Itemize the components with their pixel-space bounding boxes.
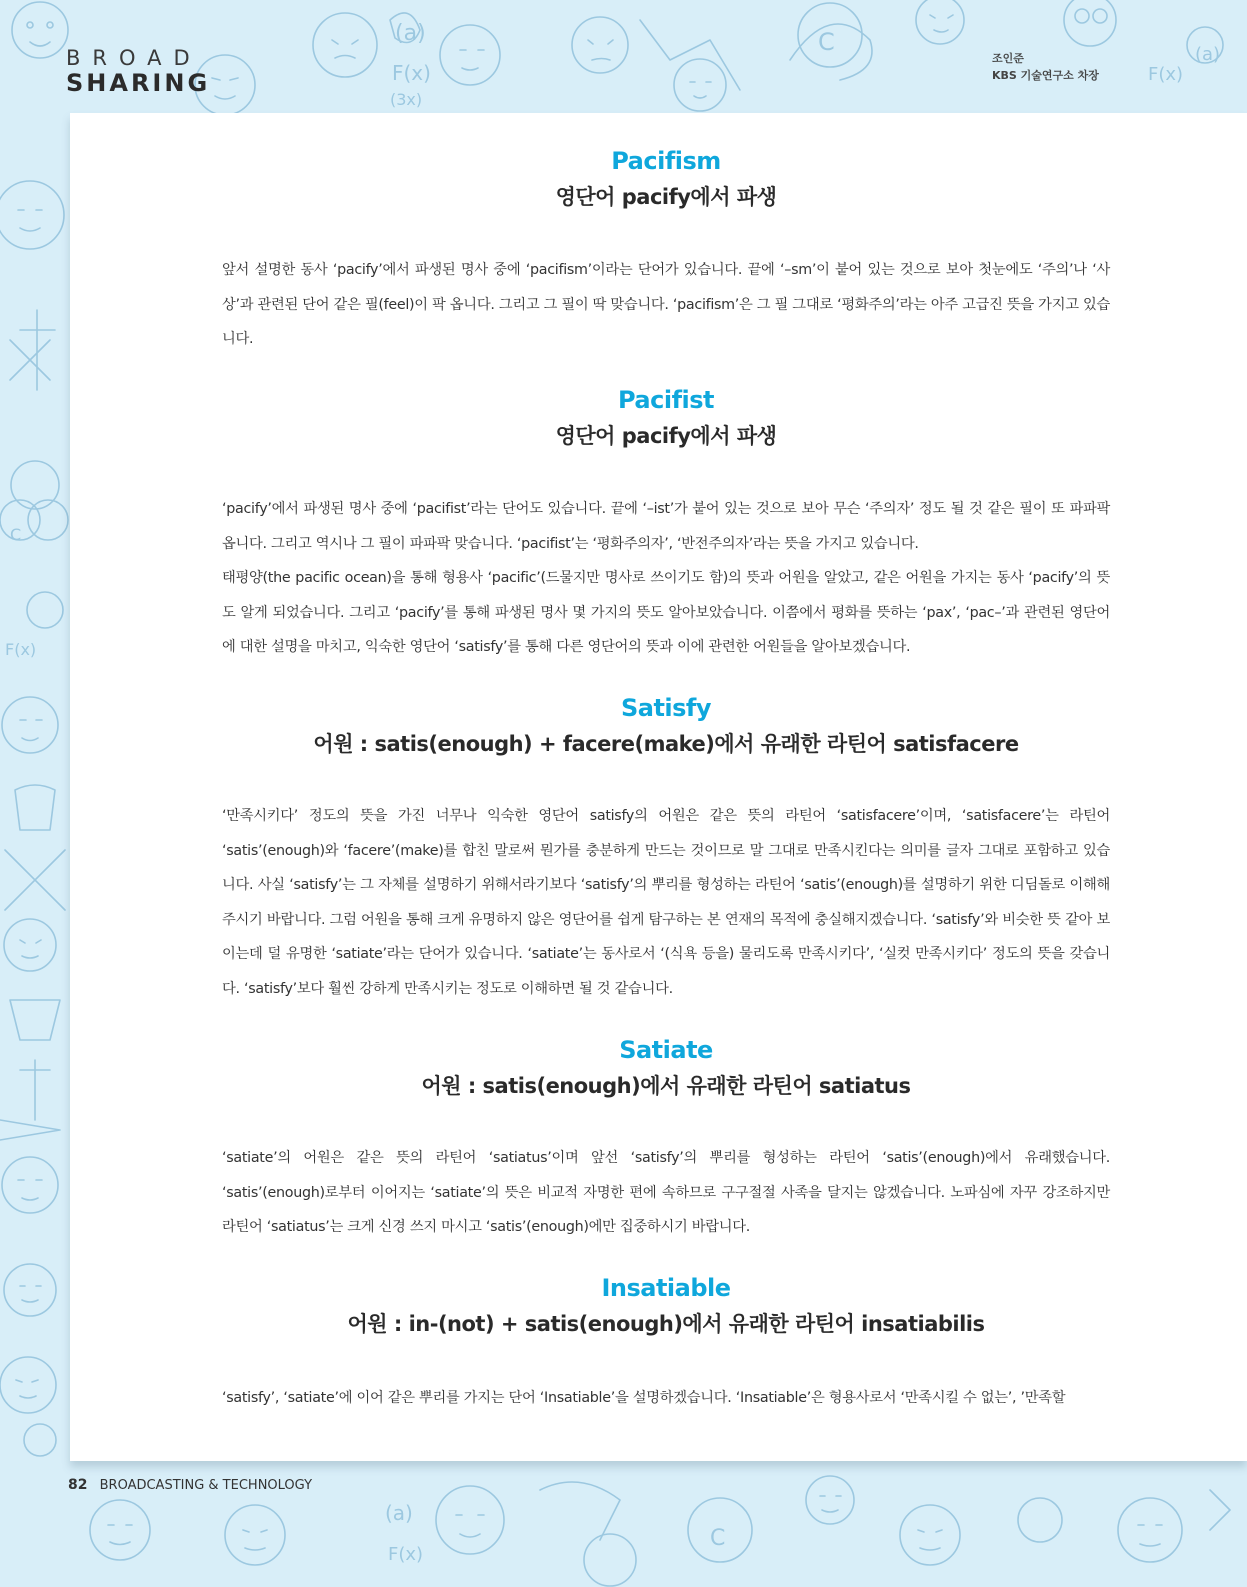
paragraph: ‘만족시키다’ 정도의 뜻을 가진 너무나 익숙한 영단어 satisfy의 어원은 같은 뜻의 라틴어 ‘satisfacere’이며, ‘satisfacere’는 라틴어 ‘satis’(enough)와 ‘facere’(make)를 합친 말로써 뭔가를 충분하게 만드는 것이므로 말 그대로 만족시킨다는 의미를 글자 그대로 포함하고 있습니다. 사실 ‘satisfy’는 그 자체를 설명하기 위해서라기보다 ‘satisfy’의 뿌리를 형성하는 라틴어 ‘satis’(enough)를 설명하기 위한 디딤돌로 이해해주시기 바랍니다. 그럼 어원을 통해 크게 유명하지 않은 영단어를 쉽게 탐구하는 본 연재의 목적에 충실해지겠습니다. ‘satisfy’와 비슷한 뜻 같아 보이는데 덜 유명한 ‘satiate’라는 단어가 있습니다. ‘satiate’는 동사로서 ‘(식욕 등을) 물리도록 만족시키다’, ‘실컷 만족시키다’ 정도의 뜻을 갖습니다. ‘satisfy’보다 훨씬 강하게 만족시키는 정도로 이해하면 될 것 같습니다. (222, 808, 1110, 997)
section-subtitle: 영단어 pacify에서 파생 (555, 185, 777, 209)
section-heading-pacifist (222, 385, 1110, 453)
section-subtitle: 어원 : satis(enough)에서 유래한 라틴어 satiatus (421, 1074, 911, 1098)
brand-top-text: BROAD (66, 46, 202, 70)
svg-text:F(x): F(x) (392, 61, 431, 85)
svg-text:C: C (818, 28, 835, 56)
paragraph: ‘satisfy’, ‘satiate’에 이어 같은 뿌리를 가지는 단어 ‘Insatiable’을 설명하겠습니다. ‘Insatiable’은 형용사로서 ‘만족시킬 수 없는’, ’만족할 (222, 1390, 1066, 1406)
magazine-name: BROADCASTING & TECHNOLOGY (99, 1478, 313, 1493)
svg-text:F(x): F(x) (5, 640, 37, 659)
brand-bottom-text: SHARING (66, 69, 211, 97)
svg-text:(a): (a) (395, 21, 426, 46)
svg-text:F(x): F(x) (388, 1544, 424, 1565)
author-name: 조인준 (992, 52, 1024, 65)
page-footer (68, 1477, 312, 1493)
author-title: KBS 기술연구소 차장 (992, 69, 1099, 82)
svg-text:C: C (10, 525, 22, 544)
section-heading-insatiable (222, 1273, 1110, 1341)
paragraph: 태평양(the pacific ocean)을 통해 형용사 ‘pacific’(드물지만 명사로 쓰이기도 함)의 뜻과 어원을 알았고, 같은 어원을 가지는 동사 ‘pacify’의 뜻도 알게 되었습니다. 그리고 ‘pacify’를 통해 파생된 명사 몇 가지의 뜻도 알아보았습니다. 이쯤에서 평화를 뜻하는 ‘pax’, ‘pac–’과 관련된 영단어에 대한 설명을 마치고, 익숙한 영단어 ‘satisfy’를 통해 다른 영단어의 뜻과 이에 관련한 어원들을 알아보겠습니다. (222, 570, 1110, 655)
author-info (992, 50, 1099, 84)
brand-logo (66, 48, 210, 95)
section-title: Pacifist (617, 386, 715, 414)
svg-text:(a): (a) (1195, 44, 1221, 65)
paragraph: 앞서 설명한 동사 ‘pacify’에서 파생된 명사 중에 ‘pacifism’이라는 단어가 있습니다. 끝에 ‘–sm’이 붙어 있는 것으로 보아 첫눈에도 ‘주의’나 ‘사상’과 관련된 단어 같은 필(feel)이 팍 옵니다. 그리고 그 필이 딱 맞습니다. ‘pacifism’은 그 필 그대로 ‘평화주의’라는 아주 고급진 뜻을 가지고 있습니다. (222, 262, 1110, 347)
paragraph: ‘satiate’의 어원은 같은 뜻의 라틴어 ‘satiatus’이며 앞선 ‘satisfy’의 뿌리를 형성하는 라틴어 ‘satis’(enough)에서 유래했습니다. ‘satis’(enough)로부터 이어지는 ‘satiate’의 뜻은 비교적 자명한 편에 속하므로 구구절절 사족을 달지는 않겠습니다. 노파심에 자꾸 강조하지만 라틴어 ‘satiatus’는 크게 신경 쓰지 마시고 ‘satis’(enough)에만 집중하시기 바랍니다. (222, 1150, 1110, 1235)
paragraph: ‘pacify’에서 파생된 명사 중에 ‘pacifist’라는 단어도 있습니다. 끝에 ‘–ist’가 붙어 있는 것으로 보아 무슨 ‘주의자’ 정도 될 것 같은 필이 또 파파팍 옵니다. 그리고 역시나 그 필이 파파팍 맞습니다. ‘pacifist’는 ‘평화주의자’, ‘반전주의자’라는 뜻을 가지고 있습니다. (222, 501, 1110, 552)
svg-text:(3x): (3x) (390, 90, 423, 109)
svg-text:C: C (710, 1526, 726, 1551)
section-heading-satiate (222, 1035, 1110, 1103)
section-title: Insatiable (601, 1274, 731, 1302)
svg-text:(a): (a) (385, 1501, 413, 1525)
section-subtitle: 어원 : in-(not) + satis(enough)에서 유래한 라틴어 insatiabilis (347, 1312, 985, 1336)
section-subtitle: 영단어 pacify에서 파생 (555, 424, 777, 448)
section-title: Satisfy (620, 694, 712, 722)
page-number: 82 (68, 1477, 88, 1493)
section-title: Satiate (619, 1036, 713, 1064)
section-subtitle: 어원 : satis(enough) + facere(make)에서 유래한 라틴어 satisfacere (313, 732, 1019, 756)
article-card (70, 113, 1247, 1461)
section-heading-satisfy (222, 693, 1110, 761)
section-title: Pacifism (611, 147, 721, 175)
section-heading-pacifism (222, 146, 1110, 214)
svg-text:F(x): F(x) (1148, 64, 1184, 85)
